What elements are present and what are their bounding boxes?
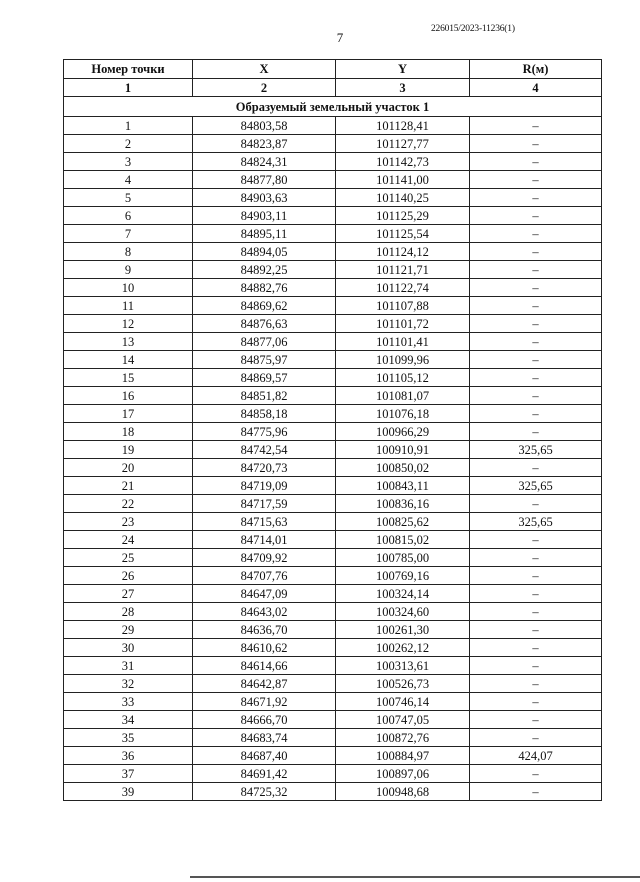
header-point-number: Номер точки (64, 60, 193, 79)
radius-cell: – (470, 711, 602, 729)
y-coordinate-cell: 101101,41 (336, 333, 470, 351)
table-row (64, 333, 602, 351)
table-row (64, 495, 602, 513)
x-coordinate-cell: 84894,05 (193, 243, 336, 261)
table-row (64, 657, 602, 675)
table-row (64, 297, 602, 315)
radius-cell: 325,65 (470, 477, 602, 495)
point-number-cell: 24 (64, 531, 193, 549)
y-coordinate-cell: 101105,12 (336, 369, 470, 387)
table-row (64, 261, 602, 279)
point-number-cell: 29 (64, 621, 193, 639)
y-coordinate-cell: 100324,60 (336, 603, 470, 621)
y-coordinate-cell: 100261,30 (336, 621, 470, 639)
radius-cell: – (470, 657, 602, 675)
table-row (64, 783, 602, 801)
radius-cell: – (470, 729, 602, 747)
radius-cell: – (470, 531, 602, 549)
radius-cell: 424,07 (470, 747, 602, 765)
table-row (64, 351, 602, 369)
y-coordinate-cell: 100836,16 (336, 495, 470, 513)
y-coordinate-cell: 100785,00 (336, 549, 470, 567)
x-coordinate-cell: 84869,57 (193, 369, 336, 387)
y-coordinate-cell: 100850,02 (336, 459, 470, 477)
radius-cell: – (470, 225, 602, 243)
table-row (64, 693, 602, 711)
y-coordinate-cell: 100872,76 (336, 729, 470, 747)
x-coordinate-cell: 84715,63 (193, 513, 336, 531)
point-number-cell: 37 (64, 765, 193, 783)
header-radius: R(м) (470, 60, 602, 79)
radius-cell: – (470, 549, 602, 567)
x-coordinate-cell: 84666,70 (193, 711, 336, 729)
table-row (64, 675, 602, 693)
column-number: 2 (193, 79, 336, 97)
radius-cell: – (470, 153, 602, 171)
point-number-cell: 21 (64, 477, 193, 495)
point-number-cell: 34 (64, 711, 193, 729)
page-bottom-rule (190, 876, 640, 878)
table-row (64, 243, 602, 261)
y-coordinate-cell: 100948,68 (336, 783, 470, 801)
x-coordinate-cell: 84875,97 (193, 351, 336, 369)
y-coordinate-cell: 100966,29 (336, 423, 470, 441)
radius-cell: – (470, 171, 602, 189)
x-coordinate-cell: 84714,01 (193, 531, 336, 549)
radius-cell: – (470, 639, 602, 657)
point-number-cell: 8 (64, 243, 193, 261)
point-number-cell: 9 (64, 261, 193, 279)
radius-cell: – (470, 621, 602, 639)
table-row (64, 747, 602, 765)
radius-cell: – (470, 189, 602, 207)
x-coordinate-cell: 84892,25 (193, 261, 336, 279)
radius-cell: – (470, 387, 602, 405)
point-number-cell: 39 (64, 783, 193, 801)
y-coordinate-cell: 100825,62 (336, 513, 470, 531)
table-row (64, 171, 602, 189)
table-row (64, 729, 602, 747)
radius-cell: – (470, 675, 602, 693)
point-number-cell: 27 (64, 585, 193, 603)
y-coordinate-cell: 100815,02 (336, 531, 470, 549)
y-coordinate-cell: 100843,11 (336, 477, 470, 495)
point-number-cell: 19 (64, 441, 193, 459)
point-number-cell: 18 (64, 423, 193, 441)
y-coordinate-cell: 101125,29 (336, 207, 470, 225)
x-coordinate-cell: 84614,66 (193, 657, 336, 675)
x-coordinate-cell: 84636,70 (193, 621, 336, 639)
header-y: Y (336, 60, 470, 79)
y-coordinate-cell: 100884,97 (336, 747, 470, 765)
radius-cell: – (470, 765, 602, 783)
table-row (64, 621, 602, 639)
radius-cell: – (470, 585, 602, 603)
point-number-cell: 10 (64, 279, 193, 297)
point-number-cell: 17 (64, 405, 193, 423)
y-coordinate-cell: 101140,25 (336, 189, 470, 207)
section-title: Образуемый земельный участок 1 (64, 97, 602, 117)
radius-cell: – (470, 405, 602, 423)
y-coordinate-cell: 101099,96 (336, 351, 470, 369)
table-row (64, 477, 602, 495)
x-coordinate-cell: 84803,58 (193, 117, 336, 135)
radius-cell: – (470, 243, 602, 261)
x-coordinate-cell: 84876,63 (193, 315, 336, 333)
x-coordinate-cell: 84895,11 (193, 225, 336, 243)
table-row (64, 117, 602, 135)
radius-cell: – (470, 567, 602, 585)
radius-cell: – (470, 333, 602, 351)
point-number-cell: 35 (64, 729, 193, 747)
point-number-cell: 30 (64, 639, 193, 657)
header-x: X (193, 60, 336, 79)
x-coordinate-cell: 84725,32 (193, 783, 336, 801)
point-number-cell: 15 (64, 369, 193, 387)
x-coordinate-cell: 84882,76 (193, 279, 336, 297)
y-coordinate-cell: 101122,74 (336, 279, 470, 297)
x-coordinate-cell: 84642,87 (193, 675, 336, 693)
table-row (64, 423, 602, 441)
table-row (64, 189, 602, 207)
x-coordinate-cell: 84823,87 (193, 135, 336, 153)
radius-cell: – (470, 495, 602, 513)
point-number-cell: 33 (64, 693, 193, 711)
y-coordinate-cell: 100746,14 (336, 693, 470, 711)
radius-cell: – (470, 279, 602, 297)
radius-cell: – (470, 603, 602, 621)
point-number-cell: 13 (64, 333, 193, 351)
radius-cell: – (470, 117, 602, 135)
y-coordinate-cell: 100526,73 (336, 675, 470, 693)
point-number-cell: 31 (64, 657, 193, 675)
x-coordinate-cell: 84707,76 (193, 567, 336, 585)
table-row (64, 405, 602, 423)
radius-cell: – (470, 261, 602, 279)
y-coordinate-cell: 101128,41 (336, 117, 470, 135)
column-number: 4 (470, 79, 602, 97)
radius-cell: – (470, 315, 602, 333)
y-coordinate-cell: 101121,71 (336, 261, 470, 279)
radius-cell: – (470, 135, 602, 153)
x-coordinate-cell: 84720,73 (193, 459, 336, 477)
radius-cell: – (470, 693, 602, 711)
table-row (64, 765, 602, 783)
table-header-row (64, 60, 602, 79)
radius-cell: – (470, 297, 602, 315)
x-coordinate-cell: 84610,62 (193, 639, 336, 657)
radius-cell: – (470, 351, 602, 369)
y-coordinate-cell: 101076,18 (336, 405, 470, 423)
column-number-row (64, 79, 602, 97)
x-coordinate-cell: 84683,74 (193, 729, 336, 747)
table-row (64, 153, 602, 171)
point-number-cell: 12 (64, 315, 193, 333)
radius-cell: – (470, 423, 602, 441)
point-number-cell: 14 (64, 351, 193, 369)
y-coordinate-cell: 100262,12 (336, 639, 470, 657)
section-row (64, 97, 602, 117)
y-coordinate-cell: 101081,07 (336, 387, 470, 405)
y-coordinate-cell: 101142,73 (336, 153, 470, 171)
y-coordinate-cell: 101141,00 (336, 171, 470, 189)
point-number-cell: 3 (64, 153, 193, 171)
x-coordinate-cell: 84775,96 (193, 423, 336, 441)
y-coordinate-cell: 101125,54 (336, 225, 470, 243)
column-number: 3 (336, 79, 470, 97)
table-row (64, 441, 602, 459)
point-number-cell: 2 (64, 135, 193, 153)
table-row (64, 585, 602, 603)
table-row (64, 225, 602, 243)
table-row (64, 531, 602, 549)
x-coordinate-cell: 84691,42 (193, 765, 336, 783)
point-number-cell: 5 (64, 189, 193, 207)
table-row (64, 207, 602, 225)
x-coordinate-cell: 84858,18 (193, 405, 336, 423)
y-coordinate-cell: 100769,16 (336, 567, 470, 585)
y-coordinate-cell: 100910,91 (336, 441, 470, 459)
table-row (64, 513, 602, 531)
x-coordinate-cell: 84903,63 (193, 189, 336, 207)
y-coordinate-cell: 100313,61 (336, 657, 470, 675)
point-number-cell: 36 (64, 747, 193, 765)
page-number: 7 (336, 30, 344, 45)
table-row (64, 639, 602, 657)
table-row (64, 387, 602, 405)
radius-cell: – (470, 207, 602, 225)
x-coordinate-cell: 84742,54 (193, 441, 336, 459)
y-coordinate-cell: 100747,05 (336, 711, 470, 729)
x-coordinate-cell: 84643,02 (193, 603, 336, 621)
table-row (64, 711, 602, 729)
point-number-cell: 7 (64, 225, 193, 243)
x-coordinate-cell: 84717,59 (193, 495, 336, 513)
point-number-cell: 28 (64, 603, 193, 621)
x-coordinate-cell: 84877,06 (193, 333, 336, 351)
point-number-cell: 22 (64, 495, 193, 513)
radius-cell: – (470, 459, 602, 477)
table-row (64, 315, 602, 333)
x-coordinate-cell: 84719,09 (193, 477, 336, 495)
table-row (64, 603, 602, 621)
y-coordinate-cell: 100324,14 (336, 585, 470, 603)
table-body (64, 79, 602, 801)
radius-cell: – (470, 783, 602, 801)
point-number-cell: 4 (64, 171, 193, 189)
x-coordinate-cell: 84824,31 (193, 153, 336, 171)
point-number-cell: 6 (64, 207, 193, 225)
y-coordinate-cell: 101107,88 (336, 297, 470, 315)
table-row (64, 549, 602, 567)
point-number-cell: 23 (64, 513, 193, 531)
point-number-cell: 20 (64, 459, 193, 477)
point-number-cell: 26 (64, 567, 193, 585)
radius-cell: – (470, 369, 602, 387)
coordinates-table (63, 59, 602, 801)
point-number-cell: 32 (64, 675, 193, 693)
point-number-cell: 16 (64, 387, 193, 405)
x-coordinate-cell: 84687,40 (193, 747, 336, 765)
point-number-cell: 25 (64, 549, 193, 567)
y-coordinate-cell: 101124,12 (336, 243, 470, 261)
y-coordinate-cell: 100897,06 (336, 765, 470, 783)
table-row (64, 567, 602, 585)
y-coordinate-cell: 101101,72 (336, 315, 470, 333)
x-coordinate-cell: 84647,09 (193, 585, 336, 603)
x-coordinate-cell: 84851,82 (193, 387, 336, 405)
x-coordinate-cell: 84671,92 (193, 693, 336, 711)
table-row (64, 459, 602, 477)
y-coordinate-cell: 101127,77 (336, 135, 470, 153)
x-coordinate-cell: 84877,80 (193, 171, 336, 189)
document-id: 226015/2023-11236(1) (431, 24, 515, 34)
point-number-cell: 1 (64, 117, 193, 135)
table-row (64, 279, 602, 297)
column-number: 1 (64, 79, 193, 97)
x-coordinate-cell: 84903,11 (193, 207, 336, 225)
radius-cell: 325,65 (470, 513, 602, 531)
x-coordinate-cell: 84869,62 (193, 297, 336, 315)
radius-cell: 325,65 (470, 441, 602, 459)
table-row (64, 135, 602, 153)
table-row (64, 369, 602, 387)
point-number-cell: 11 (64, 297, 193, 315)
x-coordinate-cell: 84709,92 (193, 549, 336, 567)
